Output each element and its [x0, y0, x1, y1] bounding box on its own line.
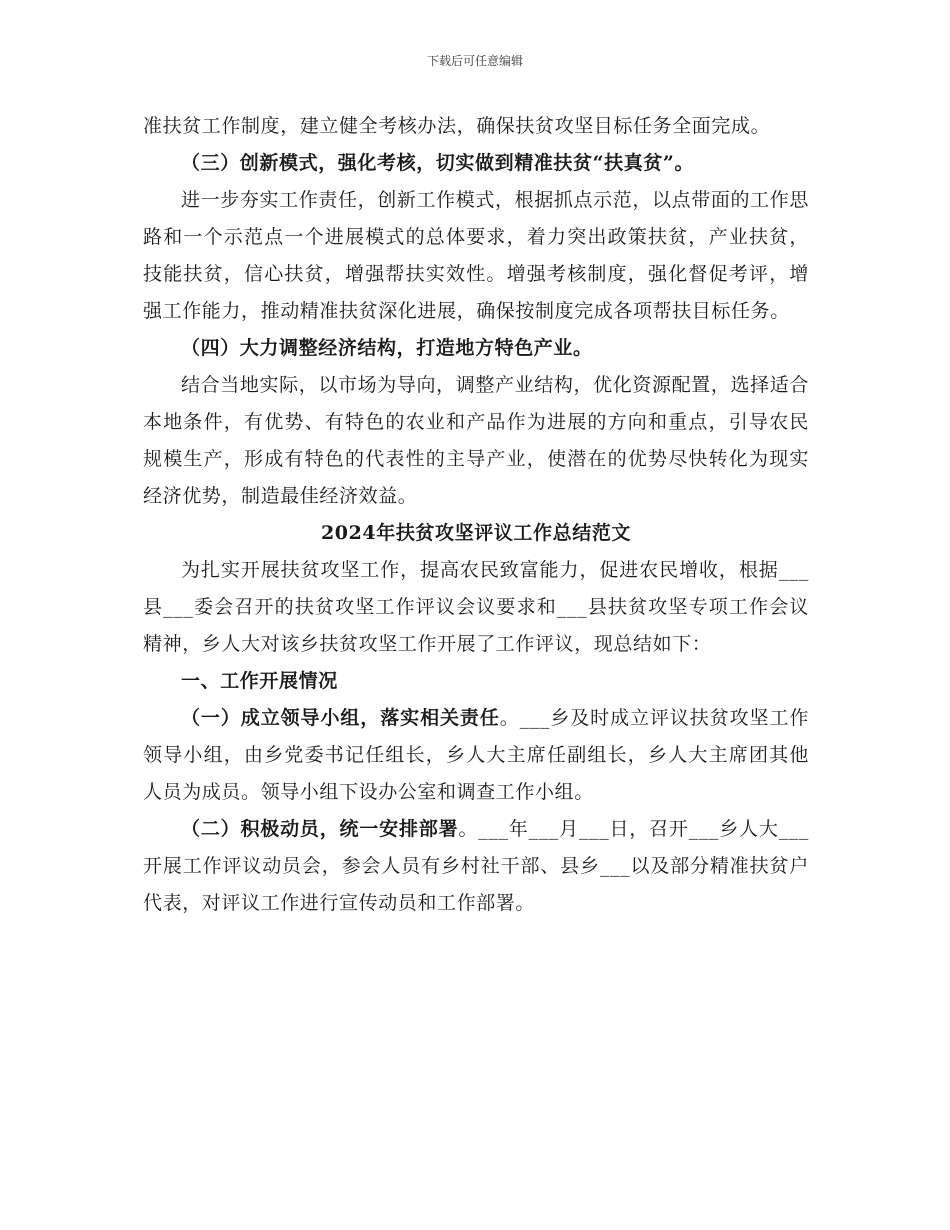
section-heading-1: 一、工作开展情况 — [181, 670, 338, 692]
item-text: 。___年___月___日，召开___乡人大___开展工作评议动员会，参会人员有乡村社干部、县乡___以及部分精准扶贫户代表，对评议工作进行宣传动员和工作部署。 — [143, 818, 809, 914]
paragraph-body: 为扎实开展扶贫攻坚工作，提高农民致富能力，促进农民增收，根据___县___委会召开的扶贫攻坚工作评议会议要求和___县扶贫攻坚专项工作会议精神，乡人大对该乡扶贫攻坚工作开展了工作评议，现总结如下： — [143, 559, 809, 655]
paragraph-item-1 — [143, 700, 809, 811]
paragraph-body: 结合当地实际，以市场为导向，调整产业结构，优化资源配置，选择适合本地条件，有优势、有特色的农业和产品作为进展的方向和重点，引导农民规模生产，形成有特色的代表性的主导产业，使潜在的优势尽快转化为现实经济优势，制造最佳经济效益。 — [143, 374, 809, 507]
paragraph-item-2 — [143, 811, 809, 922]
document-body — [143, 108, 809, 922]
item-text: 。___乡及时成立评议扶贫攻坚工作领导小组，由乡党委书记任组长，乡人大主席任副组长，乡人大主席团其他人员为成员。领导小组下设办公室和调查工作小组。 — [143, 707, 810, 803]
item-lead: （一）成立领导小组，落实相关责任 — [181, 707, 500, 729]
document-title: 2024年扶贫攻坚评议工作总结范文 — [320, 522, 632, 544]
item-lead: （二）积极动员，统一安排部署 — [181, 818, 459, 840]
section-heading-3: （三）创新模式，强化考核，切实做到精准扶贫“扶真贫”。 — [181, 152, 695, 174]
paragraph-continuation: 准扶贫工作制度，建立健全考核办法，确保扶贫攻坚目标任务全面完成。 — [143, 115, 771, 137]
section-heading-4: （四）大力调整经济结构，打造地方特色产业。 — [181, 337, 593, 359]
page-header: 下载后可任意编辑 — [426, 54, 523, 68]
paragraph-body: 进一步夯实工作责任，创新工作模式，根据抓点示范，以点带面的工作思路和一个示范点一个进展模式的总体要求，着力突出政策扶贫，产业扶贫，技能扶贫，信心扶贫，增强帮扶实效性。增强考核制度，强化督促考评，增强工作能力，推动精准扶贫深化进展，确保按制度完成各项帮扶目标任务。 — [143, 189, 809, 322]
